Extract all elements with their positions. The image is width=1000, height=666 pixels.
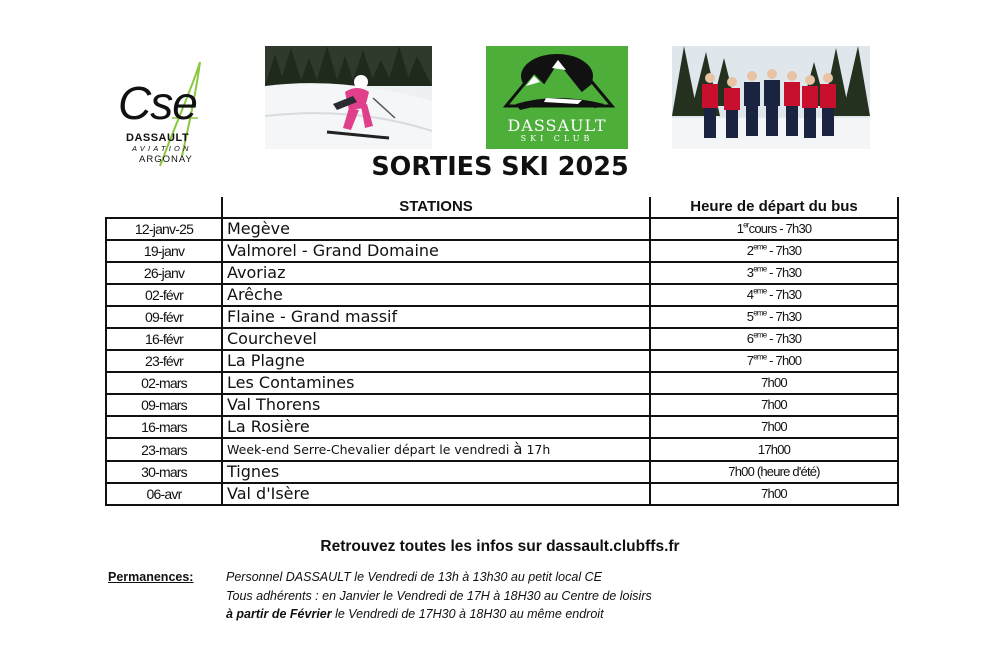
row-departure [650, 394, 898, 416]
row-departure-time: cours - 7h30 [748, 221, 812, 236]
row-station: La Plagne [222, 350, 650, 372]
info-line: Retrouvez toutes les infos sur dassault.clubffs.fr [320, 538, 680, 555]
row-departure [650, 240, 898, 262]
table-row [106, 394, 898, 416]
date-header-empty [106, 197, 222, 218]
row-departure [650, 416, 898, 438]
row-departure [650, 483, 898, 505]
ski-club-subtitle: SKI CLUB [520, 134, 594, 143]
row-departure-main: 7h00 (heure d'été) [728, 464, 820, 479]
cse-logo-argonay: ARGONAY [139, 154, 193, 165]
schedule-body [106, 218, 898, 505]
table-row [106, 372, 898, 394]
table-header-row [106, 197, 898, 218]
row-station-a: à [513, 440, 523, 458]
ski-schedule-table [105, 197, 899, 506]
row-date: 12-janv-25 [106, 218, 222, 240]
row-date: 02-mars [106, 372, 222, 394]
table-row [106, 328, 898, 350]
row-departure-main: 7h00 [761, 375, 787, 390]
row-departure-main: 6 [746, 331, 754, 346]
row-station: La Rosière [222, 416, 650, 438]
row-departure-main: 1 [736, 221, 744, 236]
row-station-time: 17h [522, 442, 551, 457]
row-station: Flaine - Grand massif [222, 306, 650, 328]
row-station: Les Contamines [222, 372, 650, 394]
row-departure-main: 7h00 [761, 486, 787, 501]
row-date: 09-mars [106, 394, 222, 416]
row-departure-main: 17h00 [757, 441, 791, 457]
cse-logo-main: Cse [118, 77, 197, 129]
row-station: Avoriaz [222, 262, 650, 284]
permanence-line-2: Tous adhérents : en Janvier le Vendredi de 17H à 18H30 au Centre de loisirs [226, 589, 652, 603]
permanence-line-3 [226, 607, 604, 621]
table-row [106, 240, 898, 262]
row-date: 09-févr [106, 306, 222, 328]
row-station-text: Week-end Serre-Chevalier départ le vendredi [227, 442, 514, 457]
row-departure [650, 350, 898, 372]
table-row [106, 483, 898, 505]
row-departure-ordinal: eme [753, 264, 767, 274]
row-departure-ordinal: eme [753, 352, 767, 362]
row-departure-main: 4 [746, 287, 754, 302]
row-departure-ordinal: eme [753, 242, 767, 252]
permanence-line-1: Personnel DASSAULT le Vendredi de 13h à 13h30 au petit local CE [226, 570, 602, 584]
table-row [106, 416, 898, 438]
table-row [106, 438, 898, 461]
group-photo [672, 46, 870, 149]
row-departure-time: - 7h30 [766, 265, 802, 280]
row-date: 19-janv [106, 240, 222, 262]
row-date: 26-janv [106, 262, 222, 284]
stations-header: STATIONS [222, 197, 650, 218]
skier-photo [265, 46, 432, 149]
row-station: Valmorel - Grand Domaine [222, 240, 650, 262]
row-departure-main: 7h00 [761, 397, 787, 412]
row-departure [650, 461, 898, 483]
row-departure-ordinal: er [743, 220, 749, 230]
row-departure-main: 5 [746, 309, 754, 324]
row-departure [650, 372, 898, 394]
table-row [106, 284, 898, 306]
table-row [106, 218, 898, 240]
row-departure [650, 306, 898, 328]
row-departure-time: - 7h30 [766, 309, 802, 324]
cse-logo-dassault: DASSAULT [126, 132, 190, 144]
row-date: 16-mars [106, 416, 222, 438]
row-station: Arêche [222, 284, 650, 306]
table-row [106, 262, 898, 284]
table-row [106, 306, 898, 328]
row-departure [650, 328, 898, 350]
row-departure [650, 284, 898, 306]
row-station [222, 438, 650, 461]
row-date: 02-févr [106, 284, 222, 306]
row-departure [650, 438, 898, 461]
row-station: Val d'Isère [222, 483, 650, 505]
row-departure-time: - 7h30 [766, 243, 802, 258]
row-date: 23-mars [106, 438, 222, 461]
row-departure-main: 2 [746, 243, 754, 258]
row-departure [650, 218, 898, 240]
row-station: Val Thorens [222, 394, 650, 416]
row-departure-time: - 7h00 [766, 353, 802, 368]
table-row [106, 461, 898, 483]
row-departure-ordinal: eme [753, 286, 767, 296]
row-departure-ordinal: eme [753, 308, 767, 318]
departure-header: Heure de départ du bus [650, 197, 898, 218]
row-date: 23-févr [106, 350, 222, 372]
row-station: Tignes [222, 461, 650, 483]
ski-club-logo [486, 46, 628, 149]
row-station: Courchevel [222, 328, 650, 350]
row-departure-time: - 7h30 [766, 331, 802, 346]
row-departure-main: 7 [746, 353, 754, 368]
row-date: 16-févr [106, 328, 222, 350]
row-departure-main: 7h00 [761, 419, 787, 434]
row-date: 06-avr [106, 483, 222, 505]
cse-logo-aviation: AVIATION [132, 144, 192, 153]
permanence-line-3-rest: le Vendredi de 17H30 à 18H30 au même endroit [331, 607, 604, 621]
row-date: 30-mars [106, 461, 222, 483]
row-departure-time: - 7h30 [766, 287, 802, 302]
table-row [106, 350, 898, 372]
page-title: SORTIES SKI 2025 [371, 152, 629, 182]
row-departure-main: 3 [746, 265, 754, 280]
row-departure [650, 262, 898, 284]
ski-club-name: DASSAULT [507, 116, 607, 135]
row-station: Megève [222, 218, 650, 240]
permanences-label: Permanences: [108, 570, 194, 584]
row-departure-ordinal: eme [753, 330, 767, 340]
permanence-line-3-bold: à partir de Février [226, 607, 332, 621]
